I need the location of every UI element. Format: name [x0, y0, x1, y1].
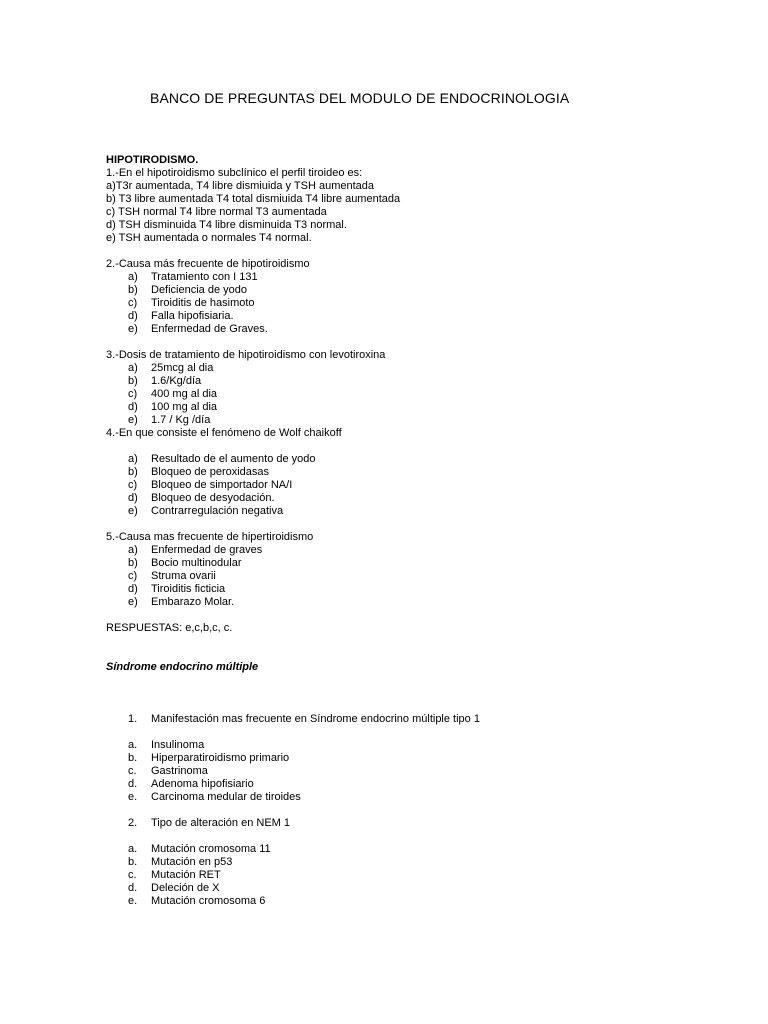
nem2-option-d: d. Deleción de X — [128, 882, 220, 894]
q3-option-c: c) 400 mg al dia — [128, 388, 218, 400]
q1-option-a: a)T3r aumentada, T4 libre dismiuida y TSH aumentada — [106, 180, 375, 192]
q1-option-b: b) T3 libre aumentada T4 total dismiuida T4 libre aumentada — [106, 193, 401, 205]
q2-option-d: d) Falla hipofisiaria. — [128, 310, 234, 322]
question-1: 1.-En el hipotiroidismo subclínico el perfil tiroideo es: — [106, 167, 363, 179]
q4-option-c: c) Bloqueo de simportador NA/I — [128, 479, 293, 491]
q4-option-a: a) Resultado de el aumento de yodo — [128, 453, 316, 465]
q1-option-e: e) TSH aumentada o normales T4 normal. — [106, 232, 312, 244]
answers: RESPUESTAS: e,c,b,c, c. — [106, 622, 233, 634]
document-title: BANCO DE PREGUNTAS DEL MODULO DE ENDOCRINOLOGIA — [150, 90, 570, 106]
q3-option-d: d) 100 mg al dia — [128, 401, 218, 413]
nem2-option-b: b. Mutación en p53 — [128, 856, 233, 868]
section-hipotiroidismo — [106, 154, 706, 635]
q2-option-e: e) Enfermedad de Graves. — [128, 323, 268, 335]
q3-option-a: a) 25mcg al dia — [128, 362, 214, 374]
q1-option-c: c) TSH normal T4 libre normal T3 aumentada — [106, 206, 327, 218]
q2-option-b: b) Deficiencia de yodo — [128, 284, 248, 296]
question-2: 2.-Causa más frecuente de hipotiroidismo — [106, 258, 310, 270]
q4-option-b: b) Bloqueo de peroxidasas — [128, 466, 270, 478]
nem1-option-e: e. Carcinoma medular de tiroides — [128, 791, 301, 803]
section-heading: HIPOTIRODISMO. — [106, 154, 199, 166]
q5-option-c: c) Struma ovarii — [128, 570, 216, 582]
question-nem-1: 1. Manifestación mas frecuente en Síndrome endocrino múltiple tipo 1 — [128, 713, 480, 725]
question-3: 3.-Dosis de tratamiento de hipotiroidismo con levotiroxina — [106, 349, 386, 361]
nem1-option-d: d. Adenoma hipofisiario — [128, 778, 254, 790]
nem2-option-e: e. Mutación cromosoma 6 — [128, 895, 266, 907]
nem1-option-a: a. Insulinoma — [128, 739, 205, 751]
q3-option-b: b) 1.6/Kg/día — [128, 375, 202, 387]
q3-option-e: e) 1.7 / Kg /día — [128, 414, 211, 426]
question-5: 5.-Causa mas frecuente de hipertiroidismo — [106, 531, 314, 543]
q5-option-a: a) Enfermedad de graves — [128, 544, 263, 556]
q1-option-d: d) TSH disminuida T4 libre disminuida T3 normal. — [106, 219, 347, 231]
q5-option-e: e) Embarazo Molar. — [128, 596, 235, 608]
q5-option-d: d) Tiroiditis ficticia — [128, 583, 226, 595]
q4-option-d: d) Bloqueo de desyodación. — [128, 492, 275, 504]
q4-option-e: e) Contrarregulación negativa — [128, 505, 284, 517]
q2-option-c: c) Tiroiditis de hasimoto — [128, 297, 255, 309]
q2-option-a: a) Tratamiento con I 131 — [128, 271, 258, 283]
section-heading: Síndrome endocrino múltiple — [106, 661, 259, 673]
nem1-option-b: b. Hiperparatiroidismo primario — [128, 752, 290, 764]
nem2-option-c: c. Mutación RET — [128, 869, 221, 881]
question-nem-2: 2. Tipo de alteración en NEM 1 — [128, 817, 290, 829]
q5-option-b: b) Bocio multinodular — [128, 557, 242, 569]
nem1-option-c: c. Gastrinoma — [128, 765, 208, 777]
nem2-option-a: a. Mutación cromosoma 11 — [128, 843, 271, 855]
question-4: 4.-En que consiste el fenómeno de Wolf chaikoff — [106, 427, 342, 439]
section-sindrome-endocrino-multiple — [106, 661, 706, 908]
